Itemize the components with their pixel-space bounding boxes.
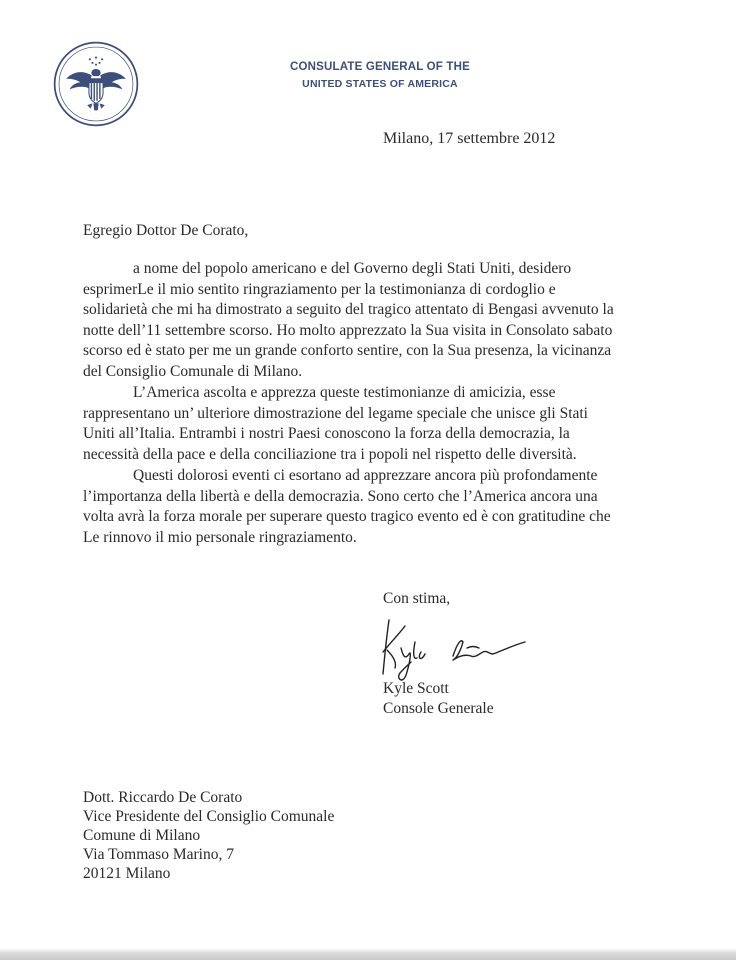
scan-edge [0,948,736,960]
paragraph-line: del Consiglio Comunale di Milano. [83,362,303,380]
paragraph-line: esprimerLe il mio sentito ringraziamento per la testimonianza di cordoglio e [83,280,556,298]
salutation: Egregio Dottor De Corato, [83,222,249,239]
address-line: Vice Presidente del Consiglio Comunale [83,808,335,825]
letterhead-line2: UNITED STATES OF AMERICA [302,78,458,90]
closing: Con stima, [383,590,451,607]
letter-date: Milano, 17 settembre 2012 [383,130,556,147]
paragraph-line: l’importanza della libertà e della democrazia. Sono certo che l’America ancora una [83,487,598,505]
paragraph-1 [83,259,643,382]
paragraph-line: Uniti all’Italia. Entrambi i nostri Paesi conoscono la forza della democrazia, la [83,425,570,442]
signer-block [383,679,494,719]
us-great-seal-icon [52,40,140,128]
paragraph-line: scorso ed è stato per me un grande conforto sentire, con la Sua presenza, la vicinanza [83,342,612,359]
address-line: Comune di Milano [83,827,201,844]
address-line: Dott. Riccardo De Corato [83,789,243,806]
paragraph-line: a nome del popolo americano e del Governo degli Stati Uniti, desidero [133,260,572,277]
signer-name: Kyle Scott [383,680,449,697]
paragraph-line: volta avrà la forza morale per superare questo tragico evento ed è con gratitudine che [83,508,611,525]
paragraph-3 [83,466,643,548]
address-line: 20121 Milano [83,865,171,882]
address-line: Via Tommaso Marino, 7 [83,846,234,863]
paragraph-line: notte dell’11 settembre scorso. Ho molto apprezzato la Sua visita in Consolato sabato [83,321,613,339]
paragraph-line: Le rinnovo il mio personale ringraziamento. [83,528,357,546]
letterhead [230,58,530,92]
recipient-address [83,788,334,883]
letterhead-line1: CONSULATE GENERAL OF THE [289,61,471,73]
paragraph-line: solidarietà che mi ha dimostrato a seguito del tragico attentato di Bengasi avvenuto la [83,301,614,318]
paragraph-line: necessità della pace e della conciliazione tra i popoli nel rispetto delle diversità. [83,445,577,463]
paragraph-line: L’America ascolta e apprezza queste testimonianze di amicizia, esse [133,384,556,401]
paragraph-2 [83,383,643,465]
paragraph-line: Questi dolorosi eventi ci esortano ad apprezzare ancora più profondamente [133,467,598,484]
paragraph-line: rappresentano un’ ulteriore dimostrazione del legame speciale che unisce gli Stati [83,404,588,422]
signer-title: Console Generale [383,700,494,717]
handwritten-signature-icon [375,612,535,684]
